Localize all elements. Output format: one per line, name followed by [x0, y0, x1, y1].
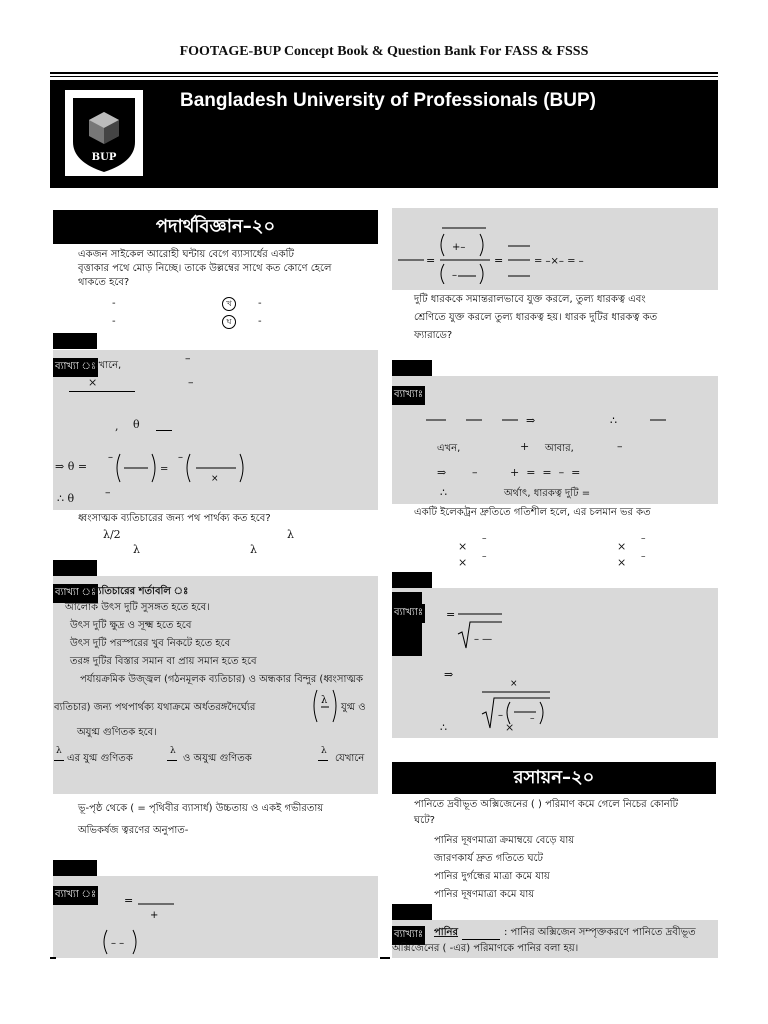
- svg-text:×: ×: [510, 679, 518, 689]
- explanation-1-label: ব্যাখ্যা ঃ: [53, 358, 98, 377]
- question-4: দুটি ধারককে সমান্তরালভাবে যুক্ত করলে, তুল্য ধারকত্ব এবং শ্রেণিতে যুক্ত করলে তুল্য ধারকত্ব হয়। ধারক দুটির ধারকত্ব কত ফ্যারাডে?: [414, 294, 658, 341]
- svg-text:–: –: [178, 452, 183, 463]
- explanation-6-line1: : পানির অক্সিজেন সম্পৃক্তকরণে পানিতে দ্রবীভূত: [504, 927, 696, 938]
- question-2: ধ্বংসাত্মক ব্যতিচারের জন্য পথ পার্থক্য কত হবে?: [78, 513, 271, 524]
- capacitor-formula: [394, 218, 604, 284]
- explanation-4-label: ব্যাখ্যাঃ: [392, 386, 425, 405]
- condition-1: আলোক উৎস দুটি সুসঙ্গত হতে হবে।: [65, 602, 210, 613]
- explanation-5-label: ব্যাখ্যাঃ: [392, 604, 425, 623]
- explanation-6-label: ব্যাখ্যাঃ: [392, 926, 425, 945]
- explanation-4-box: ব্যাখ্যাঃ ⇒ ∴ এখন, + আবার, – ⇒ – + = = – = ∴ অর্থাৎ, ধারকত্ব দুটি =: [392, 376, 718, 504]
- q2-option-a: λ/2: [103, 528, 121, 541]
- condition-3: উৎস দুটি পরস্পরের খুব নিকটে হতে হবে: [70, 638, 231, 649]
- question-3: ভূ-পৃষ্ঠ থেকে ( = পৃথিবীর ব্যাসার্ধ) উচ্চতায় ও একই গভীরতায় অভিকর্ষজ ত্বরণের অনুপাত-: [78, 803, 324, 836]
- bup-logo: [65, 90, 143, 176]
- theta-formula: [108, 448, 248, 488]
- question-6: পানিতে দ্রবীভূত অক্সিজেনের ( ) পরিমাণ কমে গেলে নিচের কোনটি ঘটে?: [414, 799, 679, 826]
- explanation-5-box: ব্যাখ্যাঃ = – — ⇒ × – ∴ × –: [392, 588, 718, 738]
- q2-option-d: λ: [250, 543, 257, 556]
- svg-text:⇒: ⇒: [444, 668, 454, 681]
- q2-option-c: λ: [133, 543, 140, 556]
- explanation-2-title: ব্যতিচারের শর্তাবলি ঃ: [93, 586, 189, 597]
- university-name: Bangladesh University of Professionals (BUP): [180, 90, 596, 111]
- conclusion-text: অর্থাৎ, ধারকত্ব দুটি =: [504, 488, 591, 499]
- svg-text:=: =: [124, 894, 134, 907]
- gravity-ratio-formula: [98, 886, 238, 958]
- q1-option-d: ঘ: [222, 315, 236, 329]
- explanation-3-box: [53, 876, 378, 958]
- answer-mask-4: [392, 360, 432, 376]
- question-1: একজন সাইকেল আরোহী ঘন্টায় বেগে ব্যাসার্ধের একটি বৃত্তাকার পথে মোড় নিচ্ছে। তাকে উল্লম্বের সাথে কত কোণে হেলে থাকতে হবে?: [78, 249, 332, 288]
- svg-text:–: –: [108, 452, 113, 463]
- explanation-6-line2: অক্সিজেনের ( -এর) পরিমাণকে পানির বলা হয়।: [392, 943, 579, 954]
- explanation-2-box: ব্যাখ্যা ঃ ব্যতিচারের শর্তাবলি ঃ আলোক উৎস দুটি সুসঙ্গত হতে হবে। উৎস দুটি ক্ষুদ্র ও সূক্ষ্ম হতে হবে উৎস দুটি পরস্পরের খুব নিকটে হতে হবে তরঙ্গ দুটির বিস্তার সমান বা প্রায় সমান হতে হবে পর্যায়ক্রমিক উজ্জ্বল (গঠনমূলক ব্যতিচার) ও অন্ধকার বিন্দুর (ধ্বংসাত্মক ব্যতিচার) জন্য পথপার্থক্য যথাক্রমে অর্ধতরঙ্গদৈর্ঘ্যের λ যুগ্ম ও অযুগ্ম গুণিতক হবে। λ এর যুগ্ম গুণিতক λ ও অযুগ্ম গুণিতক λ যেখানে: [53, 576, 378, 794]
- theta-equation: ⇒ θ =: [55, 460, 88, 473]
- q6-option-a: পানির দূষণমাত্রা ক্রমাম্বয়ে বেড়ে যায়: [434, 835, 575, 846]
- answer-mask-2: [53, 560, 97, 576]
- now-text: এখন,: [437, 443, 461, 454]
- condition-4: তরঙ্গ দুটির বিস্তার সমান বা প্রায় সমান হতে হবে: [70, 656, 257, 667]
- q1-option-c: -: [112, 316, 116, 327]
- svg-text:= –×– = –: = –×– = –: [534, 256, 584, 267]
- svg-text:BUP: BUP: [91, 152, 117, 163]
- condition-2: উৎস দুটি ক্ষুদ্র ও সূক্ষ্ম হতে হবে: [70, 620, 192, 631]
- relativistic-mass-formula: [442, 602, 572, 732]
- svg-text:=: =: [426, 254, 436, 267]
- explanation-1-box: ব্যাখ্যা ঃ এখানে, – × – , θ ⇒ θ = – = – × ∴ θ –: [53, 350, 378, 510]
- svg-text:=: =: [446, 608, 456, 621]
- q2-option-b: λ: [287, 528, 294, 541]
- answer-mask-6: [392, 904, 432, 920]
- chemistry-section-title: রসায়ন–২০: [392, 762, 716, 794]
- q6-option-d: পানির দূষণমাত্রা কমে যায়: [434, 889, 535, 900]
- answer-mask-1: [53, 333, 97, 349]
- capacitor-formula-box: [392, 208, 718, 290]
- q6-option-c: পানির দুর্গন্ধের মাত্রা কমে যায়: [434, 871, 550, 882]
- again-text: আবার,: [545, 443, 574, 454]
- svg-text:=: =: [160, 464, 169, 475]
- svg-text:–: –: [498, 710, 503, 721]
- condition-5-line3: অযুগ্ম গুণিতক হবে।: [77, 727, 157, 738]
- q1-option-d-value: -: [258, 316, 262, 327]
- svg-text:–: –: [452, 270, 457, 281]
- fraction-bar: [69, 391, 135, 392]
- svg-text:+–: +–: [452, 242, 466, 253]
- book-title: FOOTAGE-BUP Concept Book & Question Bank For FASS & FSSS: [179, 44, 589, 59]
- svg-text:∴: ∴: [610, 414, 617, 427]
- question-5: একটি ইলেকট্রন দ্রুতিতে গতিশীল হলে, এর চলমান ভর কত: [414, 507, 651, 518]
- q1-option-a: -: [112, 298, 116, 309]
- explanation-6-keyword: পানির: [434, 927, 459, 938]
- svg-text:λ: λ: [321, 695, 328, 706]
- answer-mask-3: [53, 860, 97, 876]
- explanation-1-text: এখানে,: [91, 360, 122, 371]
- physics-section-title: পদার্থবিজ্ঞান–২০: [53, 210, 378, 244]
- answer-mask-5: [392, 572, 432, 588]
- where-text: যেখানে: [335, 753, 365, 764]
- svg-text:+: +: [150, 910, 159, 921]
- even-multiple: এর যুগ্ম গুণিতক: [67, 753, 133, 764]
- explanation-2-label: ব্যাখ্যা ঃ: [53, 584, 98, 603]
- explanation-6-box: [392, 920, 718, 958]
- condition-5-line2: ব্যতিচার) জন্য পথপার্থক্য যথাক্রমে অর্ধতরঙ্গদৈর্ঘ্যের: [54, 702, 256, 713]
- condition-5-line2b: যুগ্ম ও: [341, 702, 366, 713]
- q6-option-b: জারণকার্য দ্রুত গতিতে ঘটে: [434, 853, 543, 864]
- svg-text:×: ×: [211, 474, 219, 484]
- q1-option-b-value: -: [258, 298, 262, 309]
- svg-text:⇒: ⇒: [526, 414, 536, 427]
- condition-5-line1: পর্যায়ক্রমিক উজ্জ্বল (গঠনমূলক ব্যতিচার) ও অন্ধকার বিন্দুর (ধ্বংসাত্মক: [80, 674, 363, 685]
- svg-text:=: =: [494, 254, 504, 267]
- theta-result: ∴ θ: [57, 492, 75, 505]
- q1-option-b: খ: [222, 297, 236, 311]
- lambda-half-fraction: [311, 688, 339, 724]
- odd-multiple: ও অযুগ্ম গুণিতক: [183, 753, 252, 764]
- explanation-3-label: ব্যাখ্যা ঃ: [53, 886, 98, 905]
- theta-symbol: θ: [133, 418, 140, 431]
- svg-text:– –: – –: [111, 938, 125, 949]
- header-rule: [50, 72, 718, 74]
- svg-text:– —: – —: [474, 634, 493, 645]
- header-rule-thin: [50, 76, 718, 77]
